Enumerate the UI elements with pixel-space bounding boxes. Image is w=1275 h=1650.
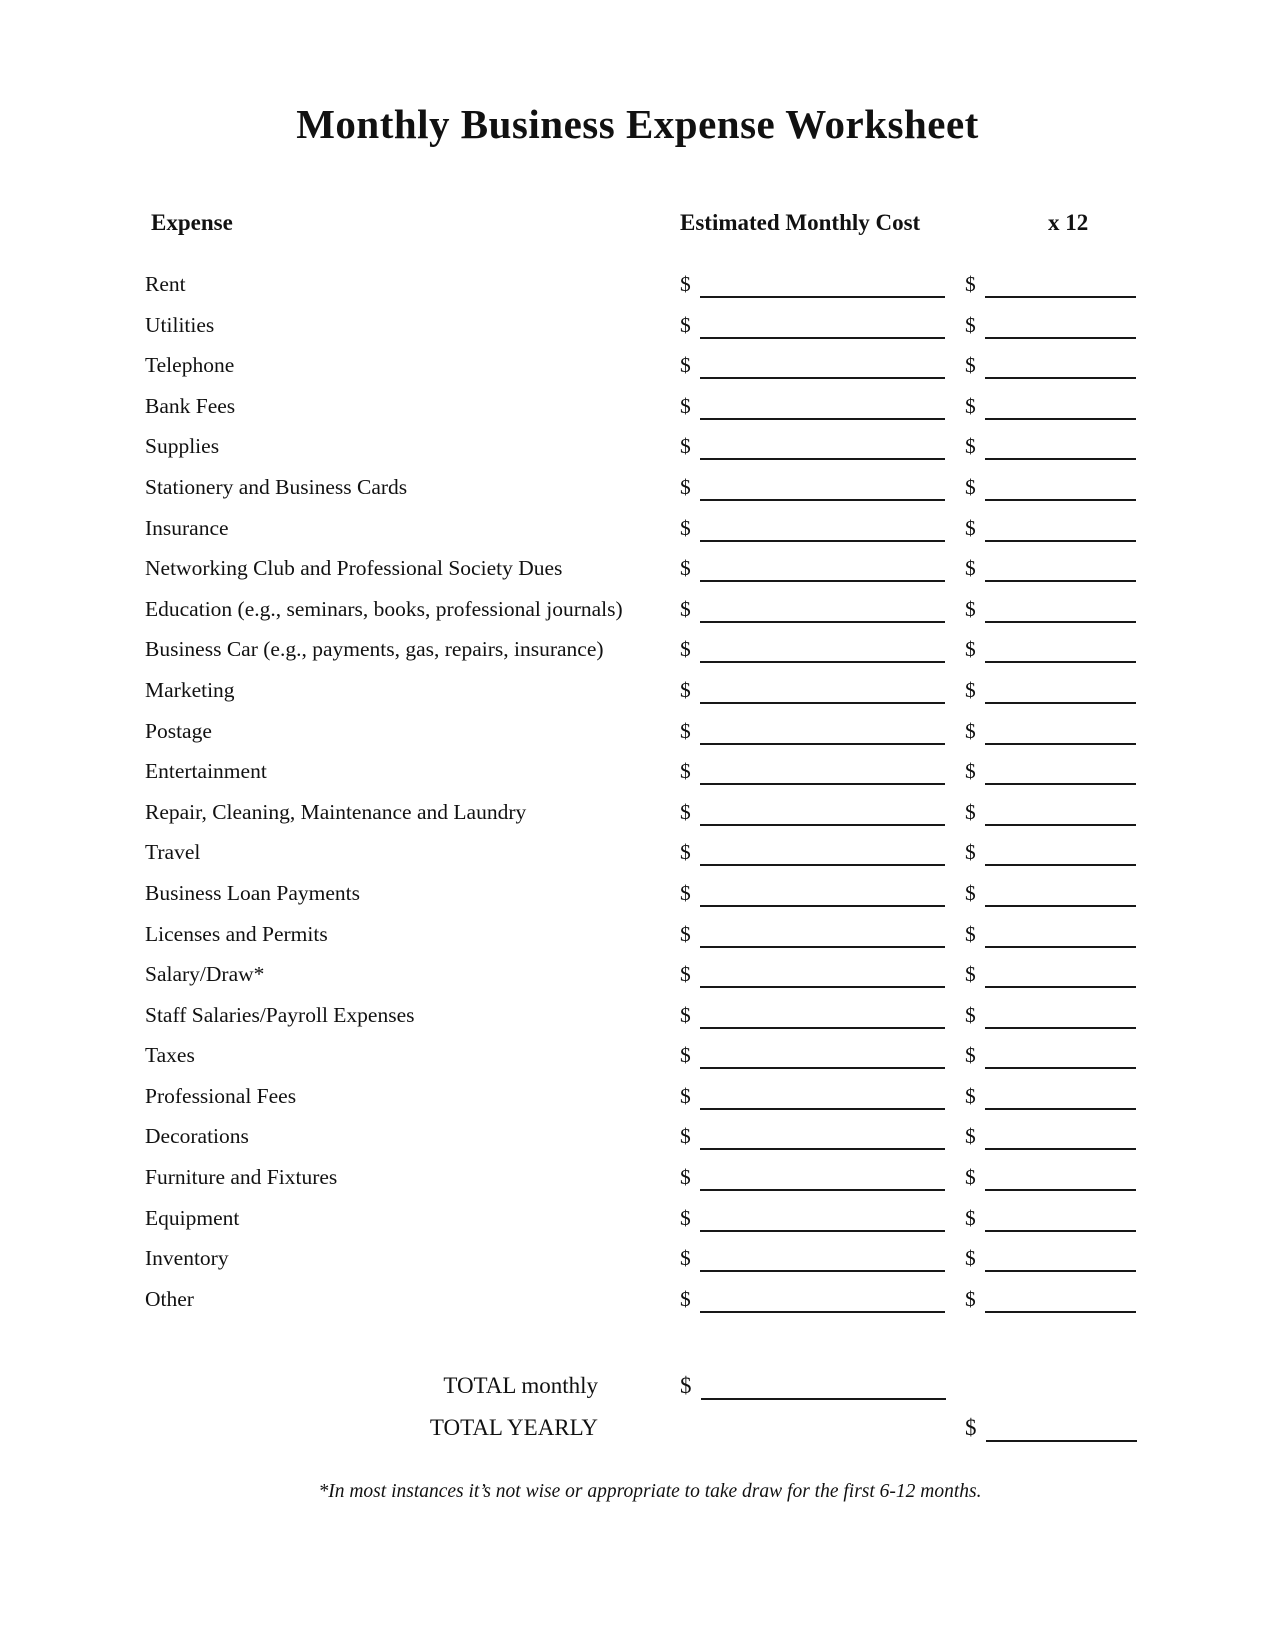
expense-label: Bank Fees bbox=[145, 393, 236, 418]
expense-label: Other bbox=[145, 1286, 194, 1311]
yearly-cost-cell bbox=[965, 508, 1215, 549]
dollar-sign: $ bbox=[680, 1373, 692, 1399]
yearly-amount-blank bbox=[985, 864, 1136, 866]
dollar-sign: $ bbox=[965, 921, 976, 946]
dollar-sign: $ bbox=[680, 272, 691, 296]
yearly-amount-blank bbox=[985, 1108, 1136, 1110]
expense-row bbox=[145, 995, 1215, 1036]
yearly-cost-cell bbox=[965, 1198, 1215, 1239]
yearly-cost-cell bbox=[965, 305, 1215, 346]
dollar-sign: $ bbox=[965, 474, 976, 499]
yearly-cost-cell bbox=[965, 832, 1215, 873]
total-yearly-monthly-cell-empty bbox=[680, 1407, 965, 1449]
yearly-cost-cell bbox=[965, 264, 1215, 305]
monthly-cost-cell bbox=[680, 264, 965, 305]
expense-row bbox=[145, 589, 1215, 630]
monthly-amount-blank bbox=[700, 905, 945, 907]
expense-row bbox=[145, 264, 1215, 305]
column-headers bbox=[145, 208, 1215, 238]
dollar-sign: $ bbox=[680, 1286, 691, 1311]
dollar-sign: $ bbox=[965, 393, 976, 418]
dollar-sign: $ bbox=[965, 677, 976, 702]
expense-label: Supplies bbox=[145, 434, 220, 459]
yearly-amount-blank bbox=[985, 986, 1136, 988]
expense-row bbox=[145, 386, 1215, 427]
total-monthly-cell bbox=[680, 1365, 965, 1407]
monthly-cost-cell bbox=[680, 1116, 965, 1157]
monthly-amount-blank bbox=[700, 418, 945, 420]
dollar-sign: $ bbox=[965, 272, 976, 296]
expense-label: Inventory bbox=[145, 1246, 229, 1271]
dollar-sign: $ bbox=[680, 677, 691, 702]
monthly-cost-cell bbox=[680, 548, 965, 589]
yearly-amount-blank bbox=[985, 621, 1136, 623]
expense-row bbox=[145, 832, 1215, 873]
expense-label: Repair, Cleaning, Maintenance and Laundry bbox=[145, 799, 527, 824]
monthly-cost-cell bbox=[680, 305, 965, 346]
yearly-cost-cell bbox=[965, 1076, 1215, 1117]
dollar-sign: $ bbox=[680, 312, 691, 337]
expense-row bbox=[145, 548, 1215, 589]
dollar-sign: $ bbox=[965, 434, 976, 459]
dollar-sign: $ bbox=[965, 799, 976, 824]
monthly-cost-cell bbox=[680, 345, 965, 386]
yearly-amount-blank bbox=[985, 499, 1136, 501]
yearly-cost-cell bbox=[965, 426, 1215, 467]
monthly-amount-blank bbox=[700, 499, 945, 501]
monthly-amount-blank bbox=[700, 1230, 945, 1232]
monthly-amount-blank bbox=[700, 702, 945, 704]
expense-label: Rent bbox=[145, 272, 186, 296]
yearly-cost-cell bbox=[965, 873, 1215, 914]
expense-row bbox=[145, 426, 1215, 467]
expense-row bbox=[145, 305, 1215, 346]
expense-row bbox=[145, 792, 1215, 833]
dollar-sign: $ bbox=[680, 1205, 691, 1230]
monthly-amount-blank bbox=[700, 296, 945, 298]
yearly-cost-cell bbox=[965, 1279, 1215, 1320]
expense-label: Equipment bbox=[145, 1205, 240, 1230]
monthly-amount-blank bbox=[700, 621, 945, 623]
monthly-cost-cell bbox=[680, 426, 965, 467]
expense-row bbox=[145, 1279, 1215, 1320]
yearly-amount-blank bbox=[985, 1148, 1136, 1150]
expense-row bbox=[145, 954, 1215, 995]
yearly-amount-blank bbox=[985, 946, 1136, 948]
dollar-sign: $ bbox=[680, 1043, 691, 1068]
dollar-sign: $ bbox=[965, 312, 976, 337]
yearly-cost-cell bbox=[965, 345, 1215, 386]
expense-row bbox=[145, 1198, 1215, 1239]
dollar-sign: $ bbox=[680, 1002, 691, 1027]
expense-label: Networking Club and Professional Society Dues bbox=[145, 556, 563, 581]
yearly-amount-blank bbox=[985, 337, 1136, 339]
monthly-amount-blank bbox=[700, 946, 945, 948]
expense-label: Taxes bbox=[145, 1043, 195, 1068]
dollar-sign: $ bbox=[965, 1205, 976, 1230]
column-header-x12: x 12 bbox=[1048, 210, 1089, 235]
expense-row bbox=[145, 345, 1215, 386]
total-monthly-label: TOTAL monthly bbox=[443, 1373, 598, 1399]
dollar-sign: $ bbox=[965, 596, 976, 621]
monthly-cost-cell bbox=[680, 508, 965, 549]
expense-label: Salary/Draw* bbox=[145, 962, 265, 987]
expense-row bbox=[145, 670, 1215, 711]
dollar-sign: $ bbox=[680, 596, 691, 621]
dollar-sign: $ bbox=[965, 515, 976, 540]
yearly-amount-blank bbox=[985, 702, 1136, 704]
monthly-amount-blank bbox=[700, 337, 945, 339]
dollar-sign: $ bbox=[965, 1246, 976, 1271]
expense-row bbox=[145, 1035, 1215, 1076]
expense-row bbox=[145, 1116, 1215, 1157]
monthly-cost-cell bbox=[680, 1238, 965, 1279]
monthly-amount-blank bbox=[700, 1067, 945, 1069]
dollar-sign: $ bbox=[680, 393, 691, 418]
dollar-sign: $ bbox=[965, 637, 976, 662]
total-monthly-yearly-cell-empty bbox=[965, 1365, 1215, 1407]
monthly-cost-cell bbox=[680, 873, 965, 914]
dollar-sign: $ bbox=[680, 1083, 691, 1108]
monthly-amount-blank bbox=[700, 661, 945, 663]
dollar-sign: $ bbox=[965, 962, 976, 987]
yearly-amount-blank bbox=[985, 661, 1136, 663]
monthly-amount-blank bbox=[700, 458, 945, 460]
expense-row bbox=[145, 914, 1215, 955]
expense-label: Education (e.g., seminars, books, professional journals) bbox=[145, 596, 623, 621]
expense-label: Entertainment bbox=[145, 759, 267, 784]
monthly-amount-blank bbox=[700, 1148, 945, 1150]
dollar-sign: $ bbox=[680, 353, 691, 378]
total-yearly-blank bbox=[986, 1440, 1137, 1442]
worksheet-body bbox=[0, 208, 1275, 1503]
dollar-sign: $ bbox=[965, 1415, 977, 1441]
monthly-amount-blank bbox=[700, 864, 945, 866]
dollar-sign: $ bbox=[965, 1083, 976, 1108]
monthly-amount-blank bbox=[700, 1270, 945, 1272]
monthly-amount-blank bbox=[700, 1027, 945, 1029]
monthly-amount-blank bbox=[700, 377, 945, 379]
expense-row bbox=[145, 1157, 1215, 1198]
dollar-sign: $ bbox=[965, 718, 976, 743]
expense-label: Marketing bbox=[145, 677, 235, 702]
expense-row bbox=[145, 751, 1215, 792]
yearly-amount-blank bbox=[985, 824, 1136, 826]
expense-row bbox=[145, 467, 1215, 508]
expense-label: Utilities bbox=[145, 312, 215, 337]
total-yearly-label: TOTAL YEARLY bbox=[429, 1415, 598, 1441]
yearly-amount-blank bbox=[985, 377, 1136, 379]
page-title: Monthly Business Expense Worksheet bbox=[296, 101, 979, 147]
monthly-amount-blank bbox=[700, 1108, 945, 1110]
monthly-cost-cell bbox=[680, 386, 965, 427]
yearly-cost-cell bbox=[965, 995, 1215, 1036]
yearly-amount-blank bbox=[985, 1027, 1136, 1029]
total-monthly-row bbox=[145, 1365, 1215, 1407]
yearly-cost-cell bbox=[965, 629, 1215, 670]
expense-label: Staff Salaries/Payroll Expenses bbox=[145, 1002, 415, 1027]
yearly-cost-cell bbox=[965, 386, 1215, 427]
yearly-amount-blank bbox=[985, 1067, 1136, 1069]
yearly-cost-cell bbox=[965, 1116, 1215, 1157]
yearly-amount-blank bbox=[985, 1189, 1136, 1191]
dollar-sign: $ bbox=[680, 515, 691, 540]
monthly-cost-cell bbox=[680, 1157, 965, 1198]
expense-label: Decorations bbox=[145, 1124, 249, 1149]
expense-rows bbox=[145, 264, 1215, 1319]
monthly-cost-cell bbox=[680, 670, 965, 711]
yearly-cost-cell bbox=[965, 1035, 1215, 1076]
column-header-estimated-monthly-cost: Estimated Monthly Cost bbox=[680, 210, 921, 235]
dollar-sign: $ bbox=[965, 353, 976, 378]
dollar-sign: $ bbox=[965, 556, 976, 581]
monthly-cost-cell bbox=[680, 1035, 965, 1076]
expense-row bbox=[145, 629, 1215, 670]
yearly-cost-cell bbox=[965, 1238, 1215, 1279]
expense-label: Telephone bbox=[145, 353, 235, 378]
monthly-cost-cell bbox=[680, 792, 965, 833]
monthly-amount-blank bbox=[700, 1311, 945, 1313]
monthly-amount-blank bbox=[700, 743, 945, 745]
monthly-cost-cell bbox=[680, 629, 965, 670]
dollar-sign: $ bbox=[680, 799, 691, 824]
dollar-sign: $ bbox=[680, 556, 691, 581]
expense-label: Postage bbox=[145, 718, 212, 743]
yearly-amount-blank bbox=[985, 580, 1136, 582]
salary-draw-footnote: *In most instances it’s not wise or appropriate to take draw for the first 6-12 months. bbox=[318, 1481, 982, 1503]
yearly-cost-cell bbox=[965, 1157, 1215, 1198]
dollar-sign: $ bbox=[965, 880, 976, 905]
monthly-cost-cell bbox=[680, 1076, 965, 1117]
dollar-sign: $ bbox=[965, 1286, 976, 1311]
yearly-cost-cell bbox=[965, 954, 1215, 995]
monthly-amount-blank bbox=[700, 986, 945, 988]
monthly-cost-cell bbox=[680, 954, 965, 995]
yearly-cost-cell bbox=[965, 548, 1215, 589]
dollar-sign: $ bbox=[965, 1124, 976, 1149]
dollar-sign: $ bbox=[680, 1165, 691, 1190]
monthly-amount-blank bbox=[700, 783, 945, 785]
expense-label: Business Car (e.g., payments, gas, repairs, insurance) bbox=[145, 637, 604, 662]
monthly-amount-blank bbox=[700, 540, 945, 542]
yearly-amount-blank bbox=[985, 296, 1136, 298]
yearly-cost-cell bbox=[965, 751, 1215, 792]
dollar-sign: $ bbox=[680, 880, 691, 905]
monthly-amount-blank bbox=[700, 824, 945, 826]
monthly-cost-cell bbox=[680, 751, 965, 792]
expense-label: Professional Fees bbox=[145, 1083, 297, 1108]
monthly-cost-cell bbox=[680, 832, 965, 873]
expense-row bbox=[145, 1238, 1215, 1279]
dollar-sign: $ bbox=[965, 759, 976, 784]
dollar-sign: $ bbox=[965, 1043, 976, 1068]
dollar-sign: $ bbox=[680, 840, 691, 865]
expense-row bbox=[145, 508, 1215, 549]
dollar-sign: $ bbox=[680, 718, 691, 743]
monthly-cost-cell bbox=[680, 1198, 965, 1239]
monthly-cost-cell bbox=[680, 589, 965, 630]
total-yearly-cell bbox=[965, 1407, 1215, 1449]
expense-label: Travel bbox=[145, 840, 201, 865]
monthly-amount-blank bbox=[700, 1189, 945, 1191]
monthly-cost-cell bbox=[680, 711, 965, 752]
yearly-cost-cell bbox=[965, 914, 1215, 955]
expense-row bbox=[145, 1076, 1215, 1117]
yearly-cost-cell bbox=[965, 467, 1215, 508]
dollar-sign: $ bbox=[680, 1124, 691, 1149]
dollar-sign: $ bbox=[680, 921, 691, 946]
yearly-amount-blank bbox=[985, 458, 1136, 460]
expense-row bbox=[145, 711, 1215, 752]
expense-label: Insurance bbox=[145, 515, 229, 540]
yearly-cost-cell bbox=[965, 589, 1215, 630]
expense-label: Business Loan Payments bbox=[145, 880, 360, 905]
totals-section bbox=[145, 1365, 1215, 1449]
monthly-cost-cell bbox=[680, 914, 965, 955]
yearly-cost-cell bbox=[965, 670, 1215, 711]
monthly-cost-cell bbox=[680, 467, 965, 508]
yearly-amount-blank bbox=[985, 1311, 1136, 1313]
expense-label: Licenses and Permits bbox=[145, 921, 328, 946]
dollar-sign: $ bbox=[965, 1165, 976, 1190]
yearly-amount-blank bbox=[985, 783, 1136, 785]
dollar-sign: $ bbox=[680, 1246, 691, 1271]
monthly-amount-blank bbox=[700, 580, 945, 582]
total-monthly-blank bbox=[701, 1398, 946, 1400]
dollar-sign: $ bbox=[680, 759, 691, 784]
expense-label: Furniture and Fixtures bbox=[145, 1165, 338, 1190]
expense-row bbox=[145, 873, 1215, 914]
monthly-cost-cell bbox=[680, 995, 965, 1036]
dollar-sign: $ bbox=[680, 637, 691, 662]
yearly-cost-cell bbox=[965, 711, 1215, 752]
yearly-amount-blank bbox=[985, 743, 1136, 745]
dollar-sign: $ bbox=[965, 840, 976, 865]
yearly-amount-blank bbox=[985, 418, 1136, 420]
total-yearly-row bbox=[145, 1407, 1215, 1449]
yearly-amount-blank bbox=[985, 1270, 1136, 1272]
yearly-amount-blank bbox=[985, 540, 1136, 542]
dollar-sign: $ bbox=[680, 474, 691, 499]
dollar-sign: $ bbox=[965, 1002, 976, 1027]
dollar-sign: $ bbox=[680, 962, 691, 987]
yearly-amount-blank bbox=[985, 905, 1136, 907]
expense-label: Stationery and Business Cards bbox=[145, 474, 408, 499]
dollar-sign: $ bbox=[680, 434, 691, 459]
column-header-expense: Expense bbox=[151, 210, 233, 235]
yearly-cost-cell bbox=[965, 792, 1215, 833]
yearly-amount-blank bbox=[985, 1230, 1136, 1232]
monthly-cost-cell bbox=[680, 1279, 965, 1320]
